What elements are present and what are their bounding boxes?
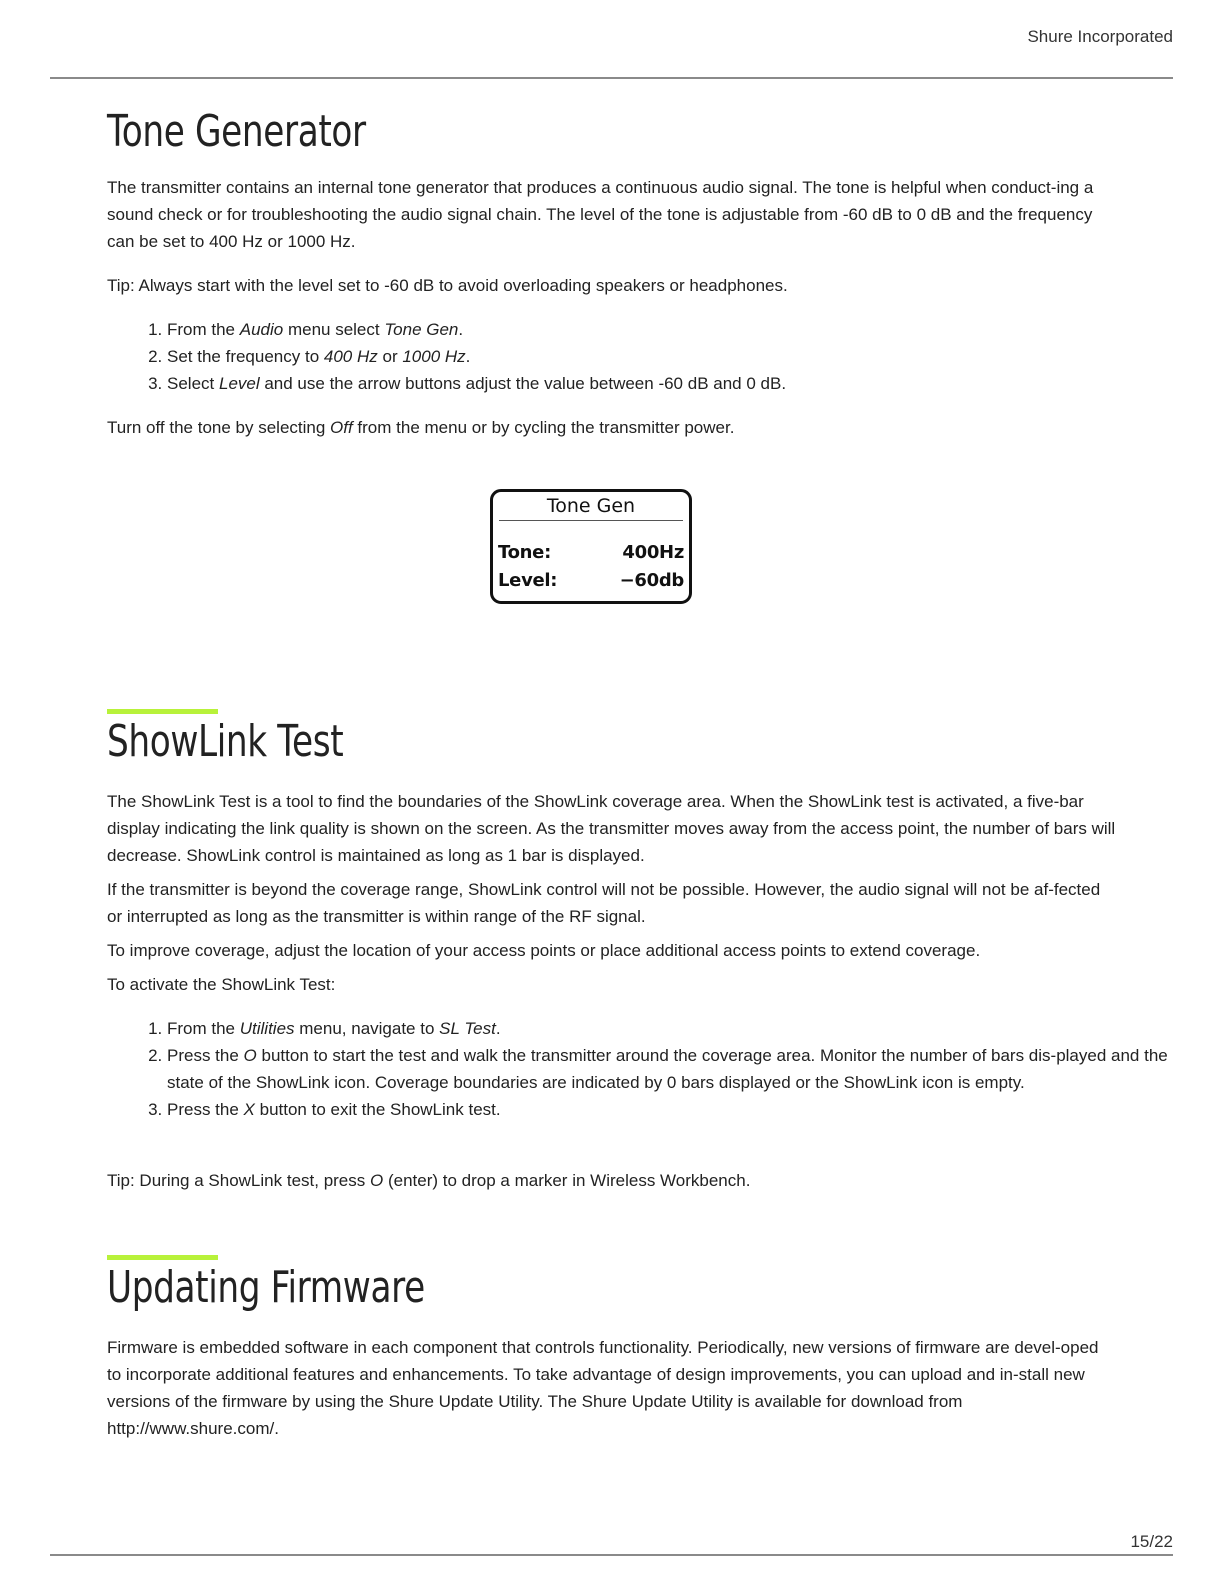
display-level-value: −60db xyxy=(619,570,684,591)
list-item: 2. Set the frequency to 400 Hz or 1000 Hz. xyxy=(167,343,1177,370)
showlink-tip: Tip: During a ShowLink test, press O (enter) to drop a marker in Wireless Workbench. xyxy=(107,1171,751,1190)
tone-tip: Tip: Always start with the level set to -60 dB to avoid overloading speakers or headphones. xyxy=(107,276,788,295)
header-divider xyxy=(50,77,1173,79)
tone-off-note: Turn off the tone by selecting Off from the menu or by cycling the transmitter power. xyxy=(107,418,735,437)
list-item: 1. From the Utilities menu, navigate to SL Test. xyxy=(167,1015,1177,1042)
showlink-paragraph-1: The ShowLink Test is a tool to find the boundaries of the ShowLink coverage area. When the ShowLink test is activated, a five-bar display indicating the link quality is shown on the screen. As the transmitter moves away from the access point, the number of bars will decrease. ShowLink control is maintained as long as 1 bar is displayed. xyxy=(107,792,1116,865)
display-level-label: Level: xyxy=(498,570,558,591)
list-item: 3. Select Level and use the arrow buttons adjust the value between -60 dB and 0 dB. xyxy=(167,370,1177,397)
tone-intro-paragraph: The transmitter contains an internal tone generator that produces a continuous audio signal. The tone is helpful when conduct-ing a sound check or for troubleshooting the audio signal chain. The level of the tone is adjustable from -60 dB to 0 dB and the frequency can be set to 400 Hz or 1000 Hz. xyxy=(107,178,1094,251)
section-accent-bar xyxy=(107,709,218,714)
firmware-paragraph: Firmware is embedded software in each component that controls functionality. Periodically, new versions of firmware are devel-oped to incorporate additional features and enhancements. To take advantage of design improvements, you can upload and in-stall new versions of the firmware by using the Shure Update Utility. The Shure Update Utility is available for download from http://www.shure.com/. xyxy=(107,1338,1099,1438)
list-item: 3. Press the X button to exit the ShowLink test. xyxy=(167,1096,1177,1123)
tone-steps-list xyxy=(107,316,1177,397)
showlink-paragraph-4: To activate the ShowLink Test: xyxy=(107,975,336,994)
display-level-row xyxy=(498,570,684,591)
display-divider xyxy=(499,520,683,521)
list-item: 1. From the Audio menu select Tone Gen. xyxy=(167,316,1177,343)
display-title: Tone Gen xyxy=(546,495,636,517)
section-title-tone-generator: Tone Generator xyxy=(107,106,366,157)
showlink-paragraph-3: To improve coverage, adjust the location of your access points or place additional access points to extend coverage. xyxy=(107,941,981,960)
showlink-paragraph-2: If the transmitter is beyond the coverage range, ShowLink control will not be possible. However, the audio signal will not be af-fected or interrupted as long as the transmitter is within range of the RF signal. xyxy=(107,880,1101,926)
section-title-updating-firmware: Updating Firmware xyxy=(107,1262,425,1313)
display-tone-label: Tone: xyxy=(498,542,551,563)
page-number: 15/22 xyxy=(1130,1532,1173,1551)
section-accent-bar xyxy=(107,1255,218,1260)
section-title-showlink-test: ShowLink Test xyxy=(107,716,344,767)
list-item: 2. Press the O button to start the test and walk the transmitter around the coverage area. Monitor the number of bars dis-played and the state of the ShowLink icon. Coverage boundaries are indicated by 0 bars displayed or the ShowLink icon is empty. xyxy=(167,1042,1177,1096)
footer-divider xyxy=(50,1554,1173,1556)
showlink-steps-list xyxy=(107,1015,1177,1123)
header-company: Shure Incorporated xyxy=(1027,27,1173,46)
display-tone-row xyxy=(498,542,684,563)
tone-gen-display xyxy=(490,489,692,604)
display-tone-value: 400Hz xyxy=(622,542,684,563)
